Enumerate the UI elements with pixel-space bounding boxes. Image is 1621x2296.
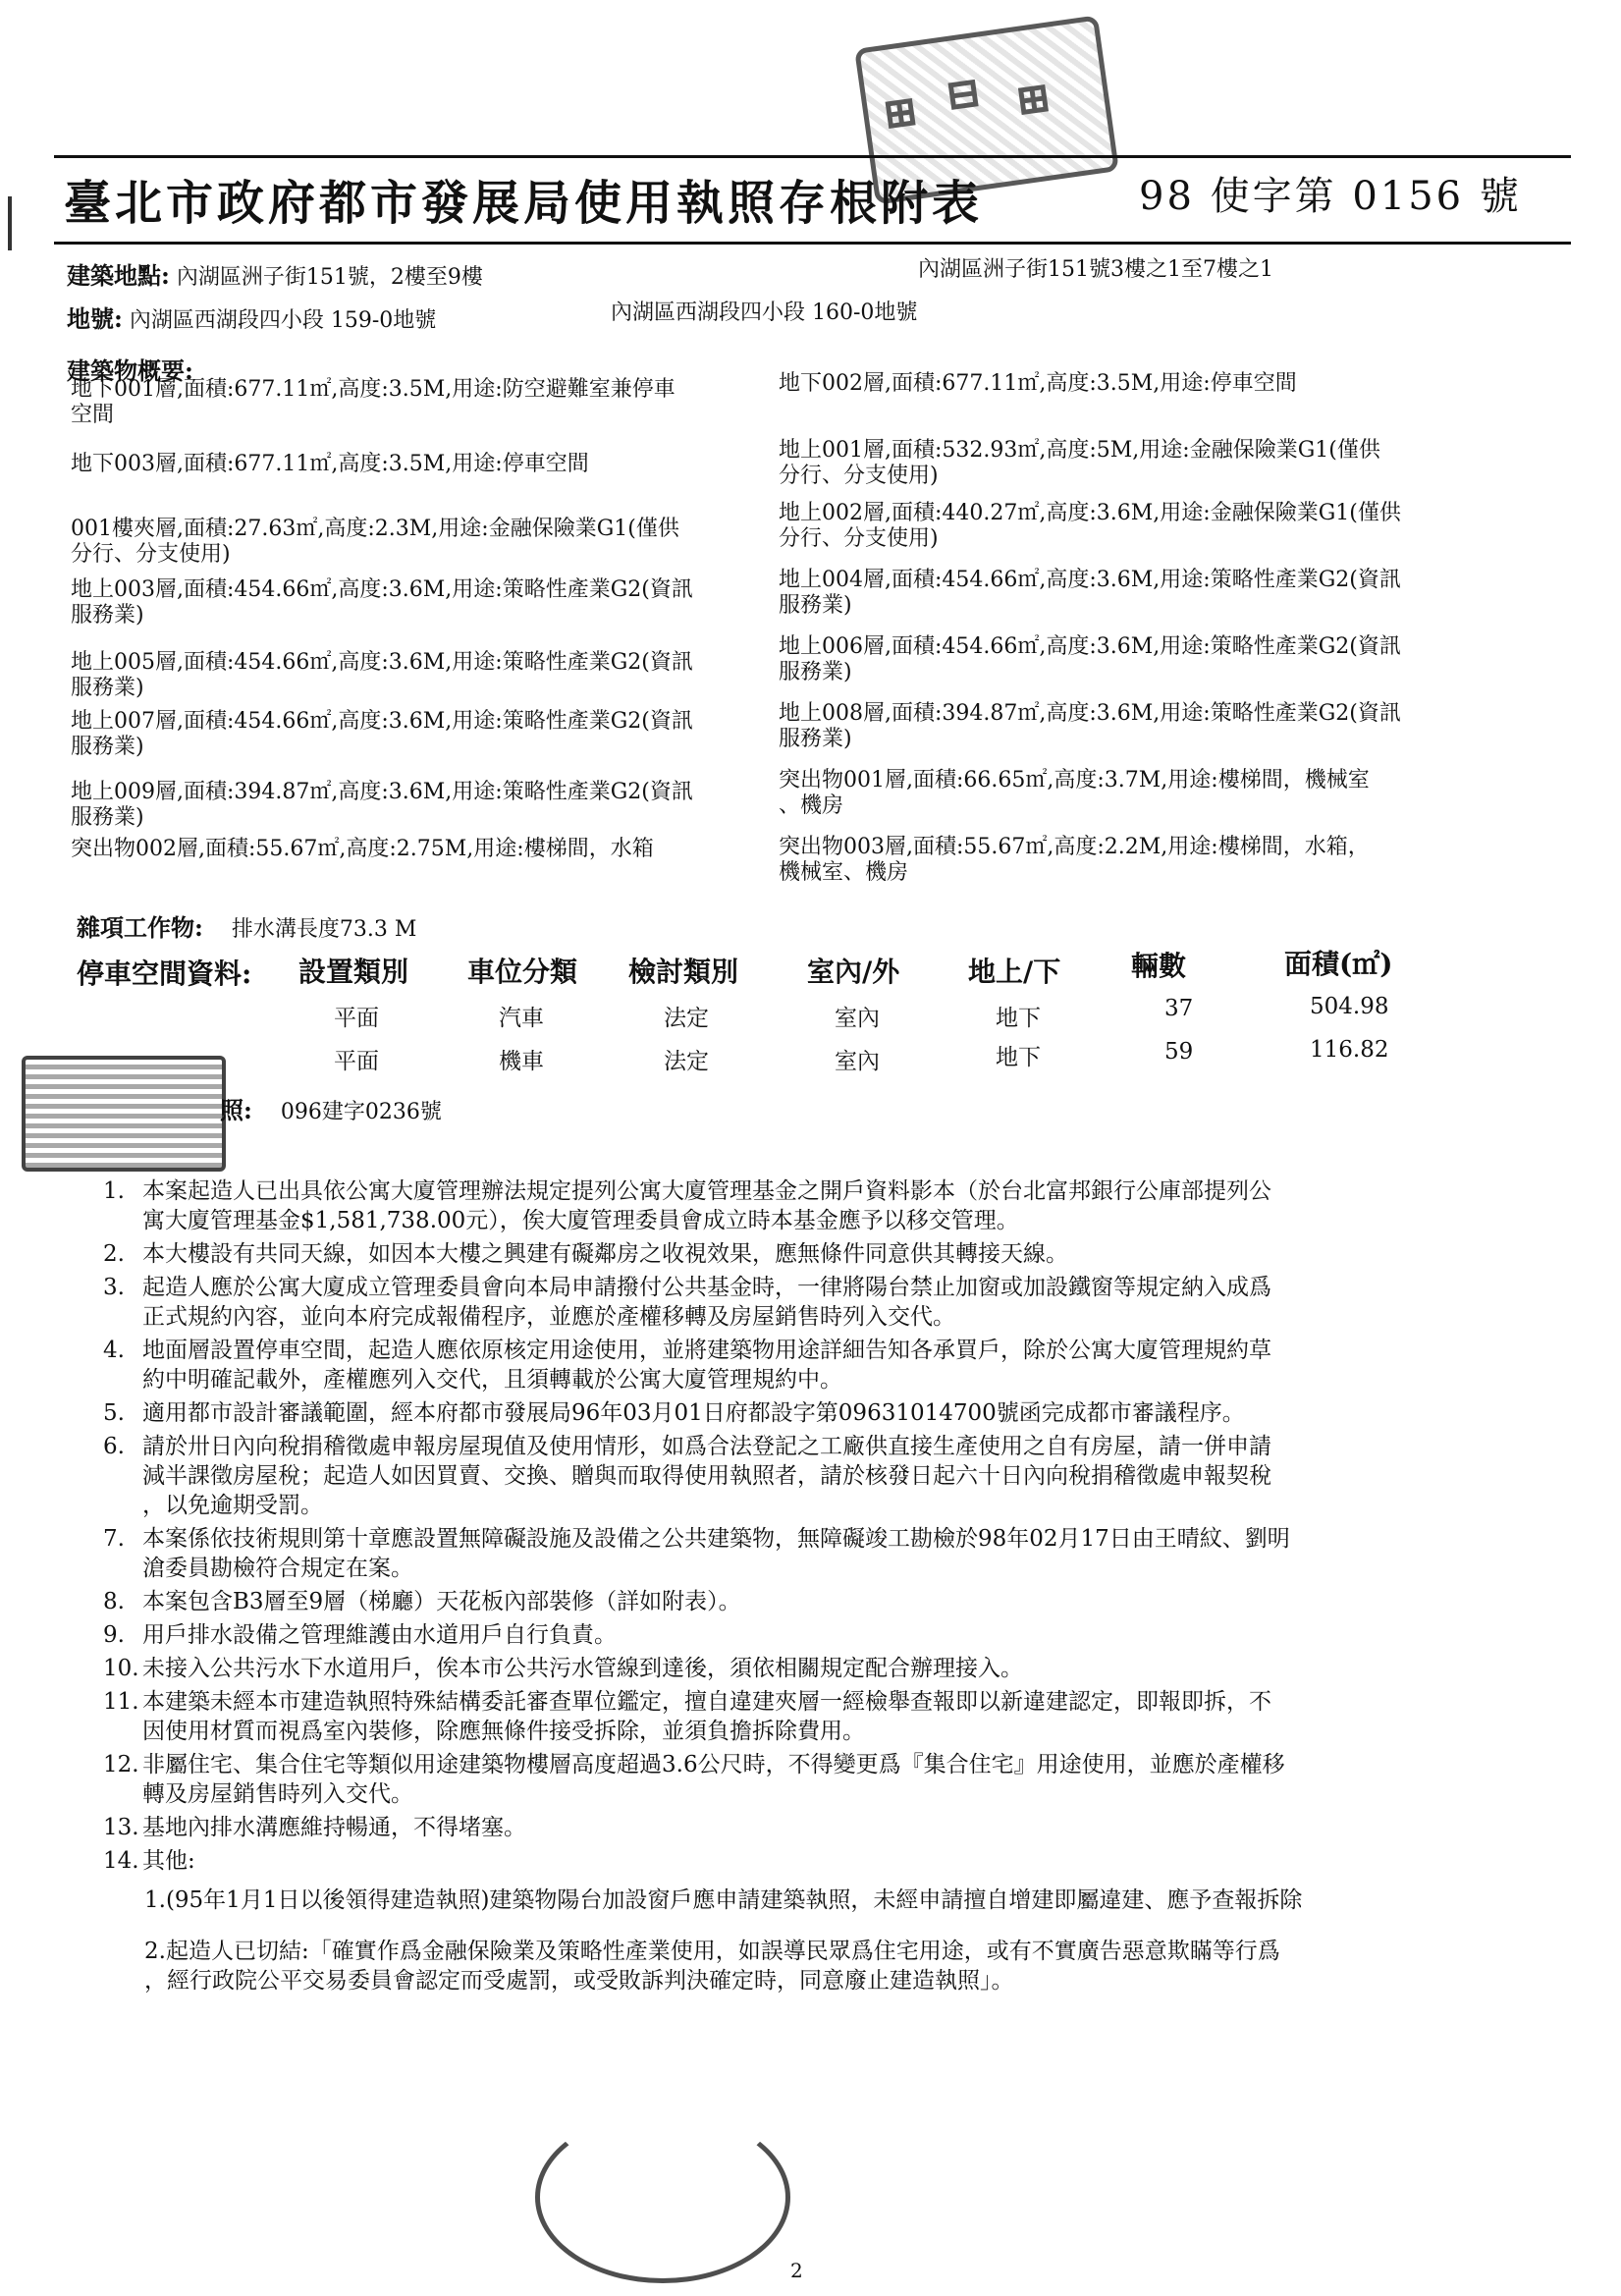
parking-header-type: 設置類別 <box>298 956 409 988</box>
note-item: 12. 非屬住宅、集合住宅等類似用途建築物樓層高度超過3.6公尺時，不得變更爲『集合住宅』用途使用，並應於產權移 轉及房屋銷售時列入交代。 <box>103 1752 1285 1807</box>
other-note-1: 1.(95年1月1日以後領得建造執照)建築物陽台加設窗戶應申請建築執照，未經申請擅自增建即屬違建、應予查報拆除 <box>144 1887 1303 1913</box>
overview-right-6: 突出物001層,面積:66.65㎡,高度:3.7M,用途:樓梯間，機械室 、機房 <box>779 768 1370 818</box>
parking-header-indoor: 室內/外 <box>807 956 900 988</box>
overview-left-3: 地上003層,面積:454.66㎡,高度:3.6M,用途:策略性產業G2(資訊 服務業) <box>71 577 693 628</box>
parking-header-class: 車位分類 <box>467 956 578 988</box>
misc-works-label: 雜項工作物: <box>77 913 203 942</box>
official-seal-left <box>22 1056 226 1172</box>
page-number: 2 <box>790 2259 803 2282</box>
parking-cell: 59 <box>1164 1039 1194 1065</box>
overview-right-7: 突出物003層,面積:55.67㎡,高度:2.2M,用途:樓梯間，水箱， 機械室、機房 <box>779 835 1370 885</box>
official-seal-top: ⊞ ⊟ ⊞ <box>854 15 1119 204</box>
overview-left-6: 地上009層,面積:394.87㎡,高度:3.6M,用途:策略性產業G2(資訊 服務業) <box>71 780 693 830</box>
overview-label: 建築物概要: <box>67 356 193 385</box>
margin-mark <box>8 196 22 250</box>
overview-left-4: 地上005層,面積:454.66㎡,高度:3.6M,用途:策略性產業G2(資訊 服務業) <box>71 650 693 700</box>
note-item: 6. 請於卅日內向稅捐稽徵處申報房屋現值及使用情形，如爲合法登記之工廠供直接生產使用之自有房屋，請一併申請 減半課徵房屋稅；起造人如因買賣、交換、贈與而取得使用執照者，請於核發日起六十日內向稅捐稽徵處申報契稅 ，以免逾期受罰。 <box>103 1434 1271 1518</box>
overview-right-4: 地上006層,面積:454.66㎡,高度:3.6M,用途:策略性產業G2(資訊 服務業) <box>779 634 1401 684</box>
parking-cell: 法定 <box>664 1049 709 1074</box>
lot-label: 地號: <box>67 304 123 333</box>
notes-list <box>103 1176 1507 1995</box>
overview-left-2: 001樓夾層,面積:27.63㎡,高度:2.3M,用途:金融保險業G1(僅供 分行、分支使用) <box>71 517 679 567</box>
note-item: 11. 本建築未經本市建造執照特殊結構委託審查單位鑑定，擅自違建夾層一經檢舉查報即以新違建認定，即報即拆，不 因使用材質而視爲室內裝修，除應無條件接受拆除，並須負擔拆除費用。 <box>103 1689 1271 1744</box>
note-item: 1. 本案起造人已出具依公寓大廈管理辦法規定提列公寓大廈管理基金之開戶資料影本（於台北富邦銀行公庫部提列公 寓大廈管理基金$1,581,738.00元），俟大廈管理委員會成立時本基金應予以移交管理。 <box>103 1178 1271 1233</box>
parking-header-count: 輛數 <box>1131 950 1187 982</box>
misc-works-value: 排水溝長度73.3 M <box>231 917 417 942</box>
overview-left-0: 地下001層,面積:677.11㎡,高度:3.5M,用途:防空避難室兼停車 空間 <box>71 377 675 427</box>
lot-value-1: 內湖區西湖段四小段 159-0地號 <box>129 308 437 333</box>
parking-cell: 平面 <box>334 1049 379 1074</box>
note-item: 13. 基地內排水溝應維持暢通，不得堵塞。 <box>103 1815 526 1840</box>
other-note-2: 2.起造人已切結:「確實作爲金融保險業及策略性產業使用，如誤導民眾爲住宅用途，或有不實廣告惡意欺瞞等行爲 ，經行政院公平交易委員會認定而受處罰，或受敗訴判決確定時，同意廢止建造執照」。 <box>144 1939 1280 1994</box>
parking-header-level: 地上/下 <box>968 956 1061 988</box>
official-seal-bottom <box>535 2111 790 2283</box>
license-value: 096建字0236號 <box>280 1100 442 1124</box>
address-label: 建築地點: <box>67 261 170 290</box>
misc-works-row <box>77 915 416 943</box>
parking-header-area: 面積(㎡) <box>1284 948 1393 980</box>
parking-cell: 室內 <box>835 1049 880 1074</box>
overview-right-1: 地上001層,面積:532.93㎡,高度:5M,用途:金融保險業G1(僅供 分行、分支使用) <box>779 438 1380 488</box>
overview-right-3: 地上004層,面積:454.66㎡,高度:3.6M,用途:策略性產業G2(資訊 服務業) <box>779 568 1401 618</box>
parking-cell: 室內 <box>835 1006 880 1031</box>
note-item: 8. 本案包含B3層至9層（梯廳）天花板內部裝修（詳如附表）。 <box>103 1589 741 1614</box>
document-title: 臺北市政府都市發展局使用執照存根附表 <box>64 176 984 231</box>
note-item: 3. 起造人應於公寓大廈成立管理委員會向本局申請撥付公共基金時，一律將陽台禁止加窗或加設鐵窗等規定納入成爲 正式規約內容，並向本府完成報備程序，並應於產權移轉及房屋銷售時列入交代。 <box>103 1275 1271 1330</box>
note-item: 2. 本大樓設有共同天線，如因本大樓之興建有礙鄰房之收視效果，應無條件同意供其轉接天線。 <box>103 1241 1068 1267</box>
overview-left-1: 地下003層,面積:677.11㎡,高度:3.5M,用途:停車空間 <box>71 452 589 476</box>
parking-cell: 機車 <box>499 1049 544 1074</box>
overview-right-0: 地下002層,面積:677.11㎡,高度:3.5M,用途:停車空間 <box>779 371 1297 396</box>
parking-cell: 地下 <box>996 1045 1041 1070</box>
parking-cell: 地下 <box>996 1006 1041 1031</box>
lot-value-2: 內湖區西湖段四小段 160-0地號 <box>611 301 918 325</box>
parking-cell: 116.82 <box>1310 1037 1389 1063</box>
address-right: 內湖區洲子街151號3樓之1至7樓之1 <box>918 257 1273 282</box>
address-value: 內湖區洲子街151號，2樓至9樓 <box>176 265 483 290</box>
parking-cell: 法定 <box>664 1006 709 1031</box>
note-item: 7. 本案係依技術規則第十章應設置無障礙設施及設備之公共建築物，無障礙竣工勘檢於98年02月17日由王晴紋、劉明 滄委員勘檢符合規定在案。 <box>103 1526 1290 1581</box>
parking-cell: 504.98 <box>1310 994 1389 1019</box>
address-row <box>67 263 483 291</box>
overview-left-5: 地上007層,面積:454.66㎡,高度:3.6M,用途:策略性產業G2(資訊 服務業) <box>71 709 693 759</box>
note-item: 4. 地面層設置停車空間，起造人應依原核定用途使用，並將建築物用途詳細告知各承買戶，除於公寓大廈管理規約草 約中明確記載外，產權應列入交代，且須轉載於公寓大廈管理規約中。 <box>103 1338 1271 1393</box>
note-item: 10. 未接入公共污水下水道用戶，俟本市公共污水管線到達後，須依相關規定配合辦理接入。 <box>103 1656 1023 1681</box>
parking-header-review: 檢討類別 <box>628 956 739 988</box>
lot-row <box>67 306 436 334</box>
note-item: 9. 用戶排水設備之管理維護由水道用戶自行負責。 <box>103 1622 617 1648</box>
overview-right-5: 地上008層,面積:394.87㎡,高度:3.6M,用途:策略性產業G2(資訊 服務業) <box>779 701 1401 751</box>
license-number: 98 使字第 0156 號 <box>1139 174 1522 219</box>
overview-right-2: 地上002層,面積:440.27㎡,高度:3.6M,用途:金融保險業G1(僅供 分行、分支使用) <box>779 501 1401 551</box>
parking-cell: 平面 <box>334 1006 379 1031</box>
parking-cell: 37 <box>1164 996 1194 1021</box>
note-item: 14. 其他: <box>103 1848 195 1874</box>
parking-label: 停車空間資料: <box>77 957 252 990</box>
license-label: 照: <box>220 1096 252 1124</box>
parking-cell: 汽車 <box>499 1006 544 1031</box>
note-item: 5. 適用都市設計審議範圍，經本府都市發展局96年03月01日府都設字第09631014700號函完成都市審議程序。 <box>103 1400 1245 1426</box>
overview-left-7: 突出物002層,面積:55.67㎡,高度:2.75M,用途:樓梯間，水箱 <box>71 837 654 861</box>
license-row <box>220 1098 442 1125</box>
